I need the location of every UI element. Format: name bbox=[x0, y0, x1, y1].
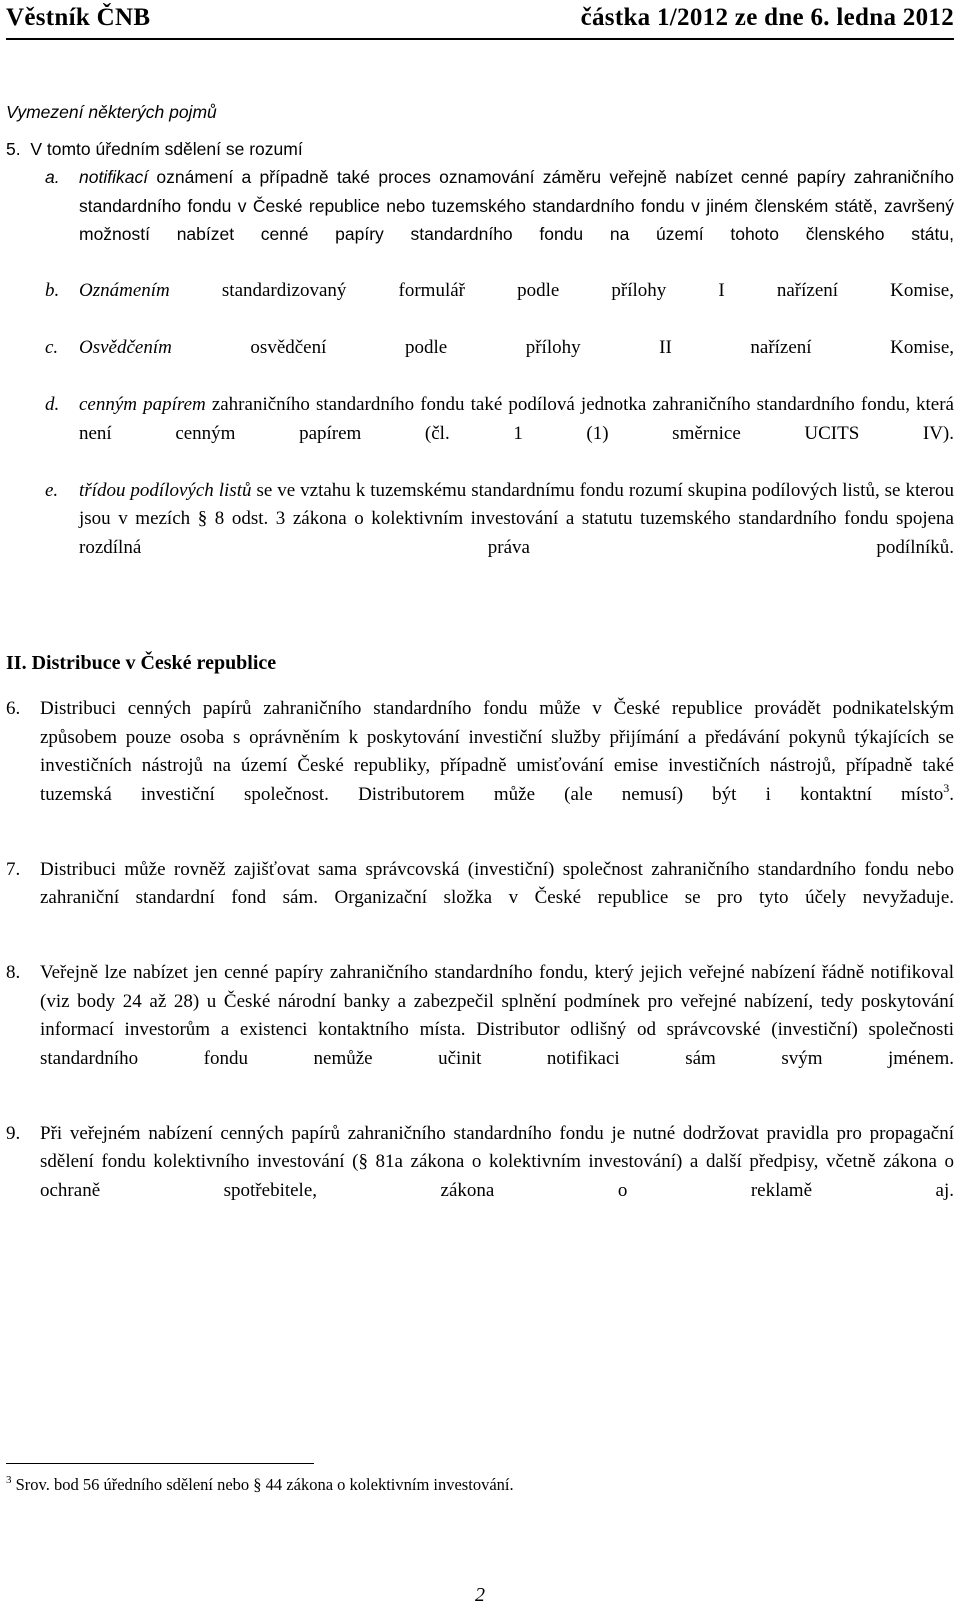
definition-item bbox=[45, 477, 954, 591]
numbered-paragraph bbox=[6, 1120, 954, 1234]
footnote-separator bbox=[6, 1463, 314, 1464]
paragraph-text: Veřejně lze nabízet jen cenné papíry zahraničního standardního fondu, který jejich veřejné nabízení řádně notifikoval (viz body 24 až 28) u České národní banky a zabezpečil splnění podmínek pro veřejné nabízení, tedy poskytování informací investorům a existenci kontaktního místa. Distributor odlišný od správcovské (investiční) společnosti standardního fondu nemůže učinit notifikaci sám svým jménem. bbox=[40, 962, 954, 1069]
paragraph-text-end: . bbox=[949, 783, 954, 805]
paragraph-marker: 7. bbox=[6, 858, 21, 880]
definition-term: notifikací bbox=[79, 167, 149, 187]
paragraph-text: Distribuci může rovněž zajišťovat sama správcovská (investiční) společnost zahraničního standardního fondu nebo zahraniční standardní fond sám. Organizační složka v České republice se pro tyto účely nevyžaduje. bbox=[40, 858, 954, 908]
definition-text: se ve vztahu k tuzemskému standardnímu fondu rozumí skupina podílových listů, se kterou jsou v mezích § 8 odst. 3 zákona o kolektivním investování a statutu tuzemského standardního fondu spojena rozdílná práva podílníků. bbox=[79, 479, 954, 558]
footnote-text: Srov. bod 56 úředního sdělení nebo § 44 zákona o kolektivním investování. bbox=[15, 1475, 514, 1494]
paragraph-marker: 6. bbox=[6, 698, 21, 719]
definition-term: Oznámením bbox=[79, 280, 170, 301]
footnote-ref[interactable]: 3 bbox=[943, 780, 950, 795]
definition-marker: d. bbox=[45, 394, 60, 415]
page-number: 2 bbox=[475, 1584, 485, 1606]
definitions-block-serif bbox=[45, 277, 954, 591]
definition-term: Osvědčením bbox=[79, 337, 172, 358]
definition-item bbox=[45, 334, 954, 391]
paragraph-text: Při veřejném nabízení cenných papírů zahraničního standardního fondu je nutné dodržovat pravidla pro propagační sdělení fondu kolektivního investování (§ 81a zákona o kolektivním investování) a další předpisy, včetně zákona o ochraně spotřebitele, zákona o reklamě aj. bbox=[40, 1122, 954, 1201]
paragraph-marker: 9. bbox=[6, 1122, 21, 1144]
footnote-number: 3 bbox=[6, 1474, 12, 1486]
numbered-paragraph bbox=[6, 856, 954, 942]
definition-text: oznámení a případně také proces oznamování záměru veřejně nabízet cenné papíry zahraničního standardního fondu v České republice nebo tuzemského standardního fondu v jiném členském státě, završený možností nabízet cenné papíry standardního fondu na území tohoto členského státu, bbox=[79, 167, 954, 244]
lead-line bbox=[6, 135, 954, 164]
definition-text: standardizovaný formulář podle přílohy I nařízení Komise, bbox=[169, 280, 954, 301]
subheading: Vymezení některých pojmů bbox=[6, 102, 217, 122]
definition-item bbox=[45, 391, 954, 477]
document-body bbox=[6, 98, 954, 1234]
definitions-block bbox=[6, 98, 954, 277]
definition-marker: c. bbox=[45, 337, 59, 358]
numbered-paragraph bbox=[6, 959, 954, 1102]
definition-text: zahraničního standardního fondu také podílová jednotka zahraničního standardního fondu, která není cenným papírem (čl. 1 (1) směrnice UCITS IV). bbox=[79, 394, 954, 444]
definition-marker: e. bbox=[45, 479, 59, 501]
definition-marker: b. bbox=[45, 280, 60, 301]
section-heading: II. Distribuce v České republice bbox=[6, 651, 277, 674]
page-header bbox=[6, 4, 954, 40]
definition-term: cenným papírem bbox=[79, 394, 206, 415]
paragraph-text: Distribuci cenných papírů zahraničního standardního fondu může v České republice provádět podnikatelským způsobem pouze osoba s oprávněním k poskytování investiční služby přijímání a předávání pokynů týkajících se investičních nástrojů na území České republiky, případně umisťování emise investičních nástrojů, případně také tuzemská investiční společnost. Distributorem může (ale nemusí) být i kontaktní místo bbox=[40, 698, 954, 805]
definition-term: třídou podílových listů bbox=[79, 479, 252, 501]
journal-title: Věstník ČNB bbox=[6, 4, 151, 31]
numbered-paragraph bbox=[6, 695, 954, 838]
footnote bbox=[6, 1474, 954, 1496]
definition-marker: a. bbox=[45, 167, 60, 187]
lead-marker: 5. bbox=[6, 138, 21, 159]
lead-text: V tomto úředním sdělení se rozumí bbox=[30, 138, 303, 159]
definition-item bbox=[45, 163, 954, 277]
definition-text: osvědčení podle přílohy II nařízení Komise, bbox=[171, 337, 954, 358]
paragraph-marker: 8. bbox=[6, 962, 21, 983]
issue-date: částka 1/2012 ze dne 6. ledna 2012 bbox=[580, 4, 954, 31]
definition-list bbox=[45, 163, 954, 277]
definition-item bbox=[45, 277, 954, 334]
